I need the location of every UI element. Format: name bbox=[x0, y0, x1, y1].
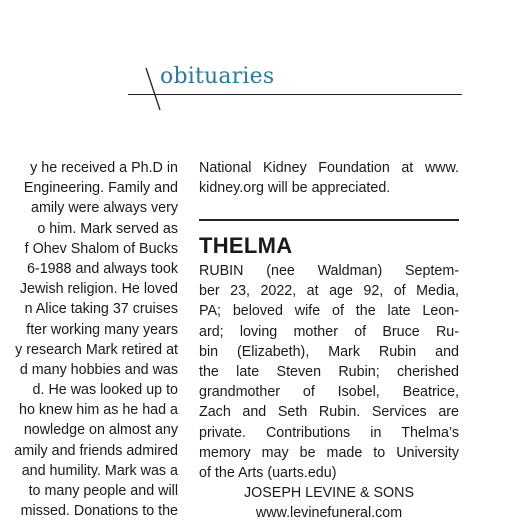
text-line: private. Contributions in Thelma’s bbox=[199, 424, 459, 441]
text-line: missed. Donations to the bbox=[20, 503, 178, 520]
funeral-home: JOSEPH LEVINE & SONS bbox=[243, 485, 415, 502]
text-line: nowledge on almost any bbox=[23, 422, 178, 439]
text-line: bin (Elizabeth), Mark Rubin and bbox=[199, 343, 459, 360]
text-line: o him. Mark served as bbox=[37, 220, 178, 237]
text-line: Jewish religion. He loved bbox=[19, 281, 178, 298]
obituary-divider bbox=[199, 219, 459, 221]
text-line: National Kidney Foundation at www. bbox=[199, 160, 459, 176]
text-line: n Alice taking 37 cruises bbox=[24, 301, 178, 318]
obituary-name: THELMA bbox=[199, 233, 293, 258]
text-line: of the Arts (uarts.edu) bbox=[199, 464, 337, 481]
funeral-website: www.levinefuneral.com bbox=[255, 505, 403, 522]
text-line: kidney.org will be appreciated. bbox=[199, 180, 391, 197]
text-line: RUBIN (nee Waldman) Septem- bbox=[199, 263, 459, 279]
text-line: d many hobbies and was bbox=[19, 361, 178, 378]
text-line: y he received a Ph.D in bbox=[30, 160, 178, 176]
text-line: f Ohev Shalom of Bucks bbox=[24, 240, 178, 257]
text-line: memory may be made to University bbox=[199, 444, 459, 461]
section-title: obituaries bbox=[160, 64, 275, 89]
text-line: grandmother of Isobel, Beatrice, bbox=[199, 384, 459, 401]
obituary-body bbox=[199, 261, 459, 523]
text-line: y research Mark retired at bbox=[15, 341, 178, 358]
left-column bbox=[0, 158, 178, 521]
header-rule bbox=[128, 94, 462, 95]
text-line: the late Steven Rubin; cherished bbox=[199, 363, 459, 380]
text-line: 6-1988 and always took bbox=[26, 260, 178, 277]
text-line: amily and friends admired bbox=[14, 442, 178, 459]
text-line: PA; beloved wife of the late Leon- bbox=[199, 303, 459, 320]
text-line: Engineering. Family and bbox=[23, 180, 178, 197]
text-line: fter working many years bbox=[26, 321, 178, 338]
text-line: amily were always very bbox=[31, 200, 178, 217]
header-slash-ornament bbox=[0, 0, 512, 120]
text-line: ard; loving mother of Bruce Ru- bbox=[199, 323, 459, 340]
text-line: Zach and Seth Rubin. Services are bbox=[199, 404, 459, 421]
text-line: and humility. Mark was a bbox=[21, 462, 178, 479]
text-line: ho knew him as he had a bbox=[19, 402, 178, 419]
text-line: d. He was looked up to bbox=[32, 382, 178, 399]
right-column-intro bbox=[199, 158, 459, 198]
text-line: ber 23, 2022, at age 92, of Media, bbox=[199, 283, 459, 300]
text-line: to many people and will bbox=[28, 483, 178, 499]
